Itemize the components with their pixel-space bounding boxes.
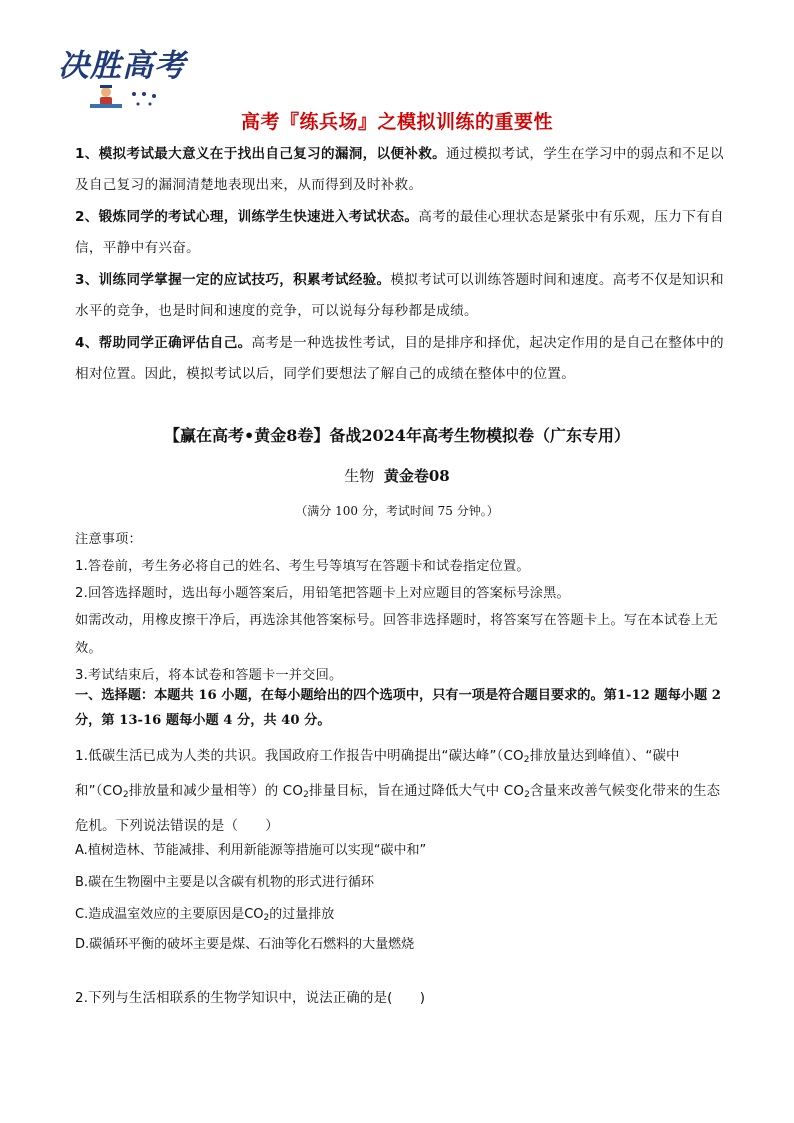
q1-option-c [75,905,725,928]
point-3-text: 模拟考试可以训练答题时间和速度。高考不仅是知识和水平的竞争，也是时间和速度的竞争，可以说每分每秒都是成绩。 [75,272,724,319]
page-title: 高考『练兵场』之模拟训练的重要性 [240,111,553,133]
q1-option-a: A.植树造林、节能减排、利用新能源等措施可以实现“碳中和” [75,843,427,858]
notes-heading: 注意事项： [75,532,142,547]
point-4-heading: 4、帮助同学正确评估自己。 [75,335,252,351]
point-4-text: 高考是一种选拔性考试，目的是排序和择优，起决定作用的是自己在整体中的相对位置。因此，模拟考试以后，同学们要想法了解自己的成绩在整体中的位置。 [75,335,724,382]
point-1 [75,139,725,201]
subscript: 2 [122,790,129,800]
point-3-heading: 3、训练同学掌握一定的应试技巧，积累考试经验。 [75,272,391,288]
note-4: 3.考试结束后，将本试卷和答题卡一并交回。 [75,668,343,683]
exam-title: 【赢在高考•黄金8卷】备战2024年高考生物模拟卷（广东专用） [164,426,630,445]
exam-meta: （满分 100 分，考试时间 75 分钟。） [295,504,499,518]
point-2 [75,202,725,264]
logo [58,40,186,112]
point-1-heading: 1、模拟考试最大意义在于找出自己复习的漏洞，以便补救。 [75,146,446,162]
q1-option-b: B.碳在生物圈中主要是以含碳有机物的形式进行循环 [75,875,375,890]
q1-option-c-text: C.造成温室效应的主要原因是CO [75,907,264,922]
q1-text-d: 排量目标，旨在通过降低大气中 CO [309,784,525,799]
q1-option-c-tail: 的过量排放 [269,907,335,922]
subscript: 2 [524,790,530,800]
logo-text: 决胜高考 [58,48,186,84]
note-2: 2.回答选择题时，选出每小题答案后，用铅笔把答题卡上对应题目的答案标号涂黑。 [75,586,570,601]
point-1-text: 通过模拟考试，学生在学习中的弱点和不足以及自己复习的漏洞清楚地表现出来，从而得到及时补救。 [75,146,724,193]
note-3: 如需改动，用橡皮擦干净后，再选涂其他答案标号。回答非选择题时，将答案写在答题卡上。写在本试卷上无效。 [75,613,718,656]
exam-subtitle [0,465,794,486]
subscript: 2 [523,755,530,765]
exam-paper: 黄金卷08 [383,467,450,485]
question-1-stem [75,741,725,842]
exam-subject: 生物 [344,467,375,485]
section-heading: 一、选择题：本题共 16 小题，在每小题给出的四个选项中，只有一项是符合题目要求的。第1-12 题每小题 2 分，第 13-16 题每小题 4 分，共 40 分。 [75,688,721,728]
point-4 [75,328,725,390]
subscript: 2 [263,913,270,923]
question-2-stem: 2.下列与生活相联系的生物学知识中，说法正确的是( ) [75,991,426,1006]
q1-text-c: 排放量和减少量相等）的 CO [128,784,304,799]
subscript: 2 [303,790,310,800]
q1-text-e: 含量来改善气候变化带来的生态危机。下列说法错误的是（ ） [75,784,721,834]
point-2-text: 高考的最佳心理状态是紧张中有乐观，压力下有自信，平静中有兴奋。 [75,209,724,256]
point-3 [75,265,725,327]
note-1: 1.答卷前，考生务必将自己的姓名、考生号等填写在答题卡和试卷指定位置。 [75,559,530,574]
point-2-heading: 2、锻炼同学的考试心理，训练学生快速进入考试状态。 [75,209,419,225]
q1-text-b: 排放量达到峰值）、“碳中和”（CO [75,749,680,799]
q1-option-d: D.碳循环平衡的破坏主要是煤、石油等化石燃料的大量燃烧 [75,937,415,952]
q1-text-a: 1.低碳生活已成为人类的共识。我国政府工作报告中明确提出“碳达峰”（CO [75,749,524,764]
